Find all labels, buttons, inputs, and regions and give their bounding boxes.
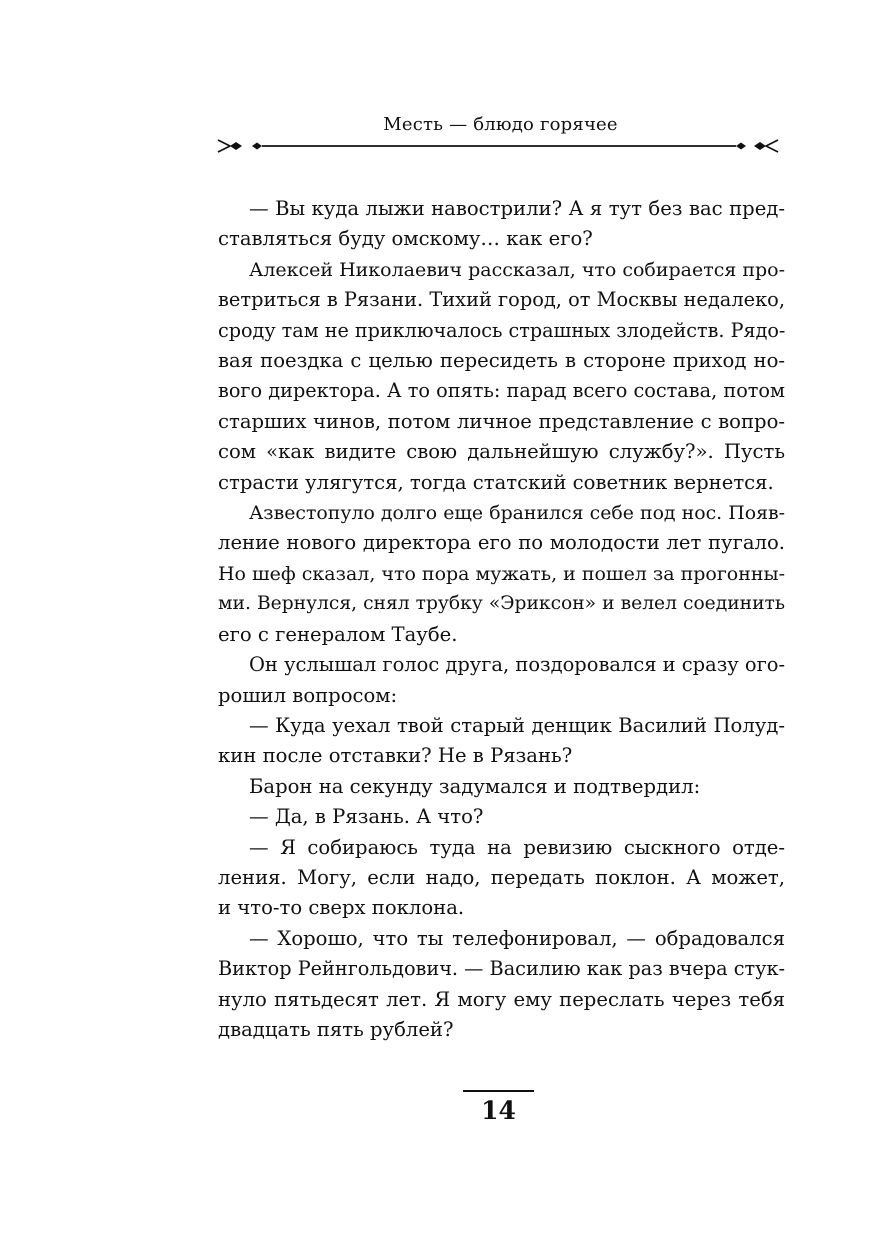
text-line: — Я собираюсь туда на ревизию сыскного отде- [249,835,785,859]
text-line: ми. Вернулся, снял трубку «Эриксон» и велел соединить [218,593,785,615]
text-line: ветриться в Рязани. Тихий город, от Москвы недалеко, [218,288,785,312]
text-line: Виктор Рейнгольдович. — Василию как раз вчера стук- [218,957,785,981]
page-number-rule [463,1090,534,1092]
body-text [218,194,785,1045]
text-line: ления. Могу, если надо, передать поклон. А может, [218,865,785,889]
text-line: — Да, в Рязань. А что? [249,805,484,829]
text-line: вая поездка с целью пересидеть в стороне приход но- [218,349,785,373]
text-line: старших чинов, потом личное представление с вопро- [218,409,785,433]
text-line: Но шеф сказал, что пора мужать, и пошел за прогонны- [218,562,786,585]
text-line: сроду там не приключалось страшных злодейств. Рядо- [218,318,786,342]
text-line: вого директора. А то опять: парад всего состава, потом [218,379,785,403]
text-line: Азвестопуло долго еще бранился себе под нос. Появ- [249,502,785,525]
header-ornament-rule [216,136,780,156]
page-number: 14 [481,1096,516,1125]
running-title: Месть — блюдо горячее [383,114,618,135]
text-line: — Вы куда лыжи навострили? А я тут без вас пред- [249,197,785,220]
text-line: двадцать пять рублей? [218,1017,454,1041]
text-line: его с генералом Таубе. [218,622,458,646]
text-line: нуло пятьдесят лет. Я могу ему переслать через тебя [218,987,785,1011]
text-line: кин после отставки? Не в Рязань? [218,744,573,768]
text-line: Барон на секунду задумался и подтвердил: [249,774,701,798]
text-line: Он услышал голос друга, поздоровался и сразу ого- [249,653,786,677]
text-line: ление нового директора его по молодости лет пугало. [218,531,785,555]
text-line: и что-то сверх поклона. [218,896,465,920]
text-line: страсти улягутся, тогда статский советник вернется. [218,470,774,494]
text-line: Алексей Николаевич рассказал, что собирается про- [249,258,786,281]
text-line: — Хорошо, что ты телефонировал, — обрадовался [249,926,785,950]
text-line: — Куда уехал твой старый денщик Василий Полуд- [249,713,785,737]
text-line: сом «как видите свою дальнейшую службу?». Пусть [218,440,785,464]
text-line: рошил вопросом: [218,683,398,707]
text-line: ставляться буду омскому… как его? [218,227,593,251]
